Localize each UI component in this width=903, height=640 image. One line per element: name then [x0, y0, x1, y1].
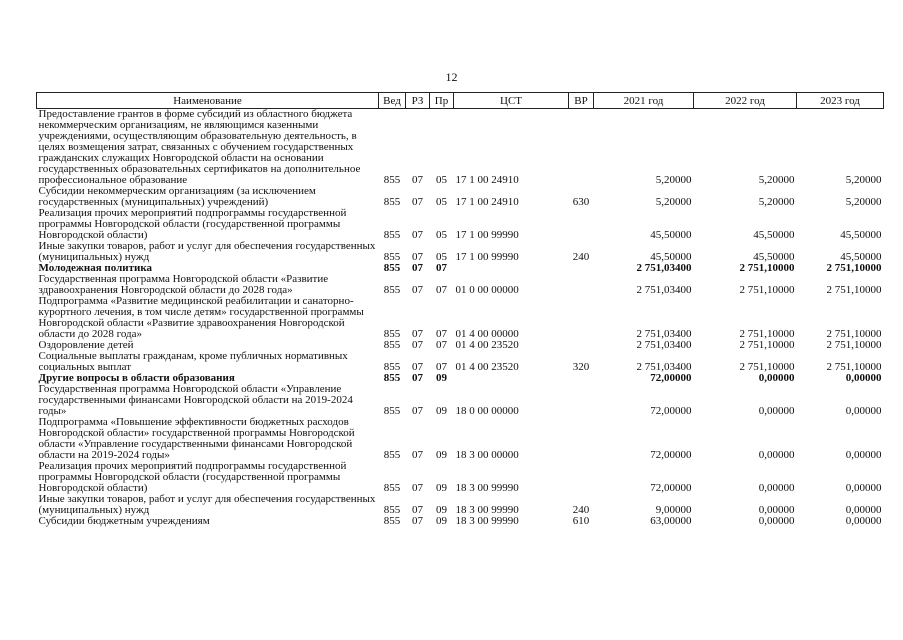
cell-ved: 855: [383, 482, 401, 494]
cell-pr: 09: [436, 504, 447, 516]
cell-ved: 855: [383, 251, 401, 263]
cell-pr: 07: [436, 339, 447, 351]
cell-name: Субсидии некоммерческим организациям (за исключением государственных (муниципальных) учреждений): [38, 185, 316, 208]
table-row: [37, 384, 884, 417]
cell-2023: 0,00000: [845, 515, 882, 527]
cell-rz: 07: [412, 229, 423, 241]
cell-vr: [569, 109, 594, 187]
cell-name: Оздоровление детей: [38, 339, 134, 351]
cell-2022: 0,00000: [758, 372, 795, 384]
cell-pr: 09: [436, 405, 447, 417]
cell-name: Социальные выплаты гражданам, кроме публичных нормативных социальных выплат: [38, 350, 348, 373]
cell-2022: 2 751,10000: [739, 262, 795, 274]
cell-rz: 07: [412, 262, 423, 274]
cell-2021: 5,20000: [655, 174, 692, 186]
cell-2023: 0,00000: [845, 449, 882, 461]
cell-name: Реализация прочих мероприятий подпрограммы государственной программы Новгородской области (государственной программы Новгородской области): [38, 460, 347, 494]
cell-cst: 18 3 00 00000: [455, 449, 519, 461]
cell-cst: [454, 373, 569, 384]
cell-vr: [569, 296, 594, 340]
cell-2021: 9,00000: [655, 504, 692, 516]
cell-2022: 0,00000: [758, 482, 795, 494]
table-row: [37, 494, 884, 516]
cell-name: Иные закупки товаров, работ и услуг для обеспечения государственных (муниципальных) нужд: [38, 240, 376, 263]
cell-2021: 72,00000: [650, 482, 692, 494]
cell-cst: 18 3 00 99990: [455, 515, 519, 527]
cell-2023: 0,00000: [845, 405, 882, 417]
cell-rz: 07: [412, 339, 423, 351]
cell-2021: 72,00000: [650, 449, 692, 461]
header-rz: РЗ: [406, 93, 430, 109]
cell-2021: 2 751,03400: [636, 262, 692, 274]
cell-rz: 07: [412, 251, 423, 263]
cell-2023: 45,50000: [840, 251, 882, 263]
cell-2022: 45,50000: [753, 229, 795, 241]
table-row: [37, 461, 884, 494]
header-pr: Пр: [430, 93, 454, 109]
cell-2022: 5,20000: [758, 174, 795, 186]
cell-vr: [569, 274, 594, 296]
cell-2023: 2 751,10000: [826, 361, 882, 373]
cell-rz: 07: [412, 405, 423, 417]
cell-2021: 2 751,03400: [636, 339, 692, 351]
cell-ved: 855: [383, 229, 401, 241]
cell-2021: 63,00000: [650, 515, 692, 527]
cell-cst: 17 1 00 24910: [455, 196, 519, 208]
cell-vr: 240: [572, 251, 590, 263]
cell-ved: 855: [383, 174, 401, 186]
header-2021: 2021 год: [594, 93, 694, 109]
cell-cst: 01 0 00 00000: [455, 284, 519, 296]
cell-name: Предоставление грантов в форме субсидий из областного бюджета некоммерческим организациям, не являющимся казенными учреждениями, осуществляющим образовательную деятельность, в целях возмещения затрат, связанных с обучением государственных гражданских служащих Новгородской области на основании государственных образовательных сертификатов на дополнительное профессиональное образование: [38, 108, 361, 186]
cell-2022: 5,20000: [758, 196, 795, 208]
cell-ved: 855: [383, 361, 401, 373]
table-row: [37, 516, 884, 527]
cell-vr: [569, 263, 594, 274]
table-header-row: [37, 93, 884, 109]
cell-2021: 2 751,03400: [636, 361, 692, 373]
header-2022: 2022 год: [694, 93, 797, 109]
cell-2022: 0,00000: [758, 504, 795, 516]
cell-name: Субсидии бюджетным учреждениям: [38, 515, 210, 527]
cell-name: Реализация прочих мероприятий подпрограммы государственной программы Новгородской области (государственной программы Новгородской области): [38, 207, 347, 241]
table-row: [37, 186, 884, 208]
cell-pr: 05: [436, 229, 447, 241]
cell-2023: 5,20000: [845, 196, 882, 208]
table-row: [37, 417, 884, 461]
cell-2021: 72,00000: [650, 405, 692, 417]
cell-vr: [569, 208, 594, 241]
cell-rz: 07: [412, 328, 423, 340]
cell-name: Подпрограмма «Развитие медицинской реабилитации и санаторно-курортного лечения, в том числе детям» государственной программы Новгородской области «Развитие здравоохранения Новгородской области до 2028 года»: [38, 295, 364, 340]
cell-2022: 45,50000: [753, 251, 795, 263]
cell-pr: 07: [436, 262, 447, 274]
cell-ved: 855: [383, 504, 401, 516]
cell-pr: 05: [436, 174, 447, 186]
cell-cst: [454, 263, 569, 274]
cell-rz: 07: [412, 449, 423, 461]
cell-vr: [569, 340, 594, 351]
cell-2021: 2 751,03400: [636, 328, 692, 340]
cell-pr: 07: [436, 361, 447, 373]
cell-name: Государственная программа Новгородской области «Управление государственными финансами Новгородской области на 2019-2024 годы»: [38, 383, 353, 417]
cell-2022: 0,00000: [758, 405, 795, 417]
cell-name: Государственная программа Новгородской области «Развитие здравоохранения Новгородской области до 2028 года»: [38, 273, 329, 296]
cell-cst: 17 1 00 99990: [455, 251, 519, 263]
cell-cst: 18 3 00 99990: [455, 482, 519, 494]
cell-2023: 5,20000: [845, 174, 882, 186]
cell-pr: 05: [436, 251, 447, 263]
cell-pr: 09: [436, 515, 447, 527]
cell-2022: 0,00000: [758, 515, 795, 527]
cell-rz: 07: [412, 482, 423, 494]
cell-2022: 2 751,10000: [739, 361, 795, 373]
cell-pr: 07: [436, 328, 447, 340]
header-vr: ВР: [569, 93, 594, 109]
cell-2023: 0,00000: [845, 372, 882, 384]
cell-2023: 0,00000: [845, 482, 882, 494]
cell-cst: 01 4 00 23520: [455, 361, 519, 373]
cell-cst: 18 0 00 00000: [455, 405, 519, 417]
cell-vr: [569, 461, 594, 494]
budget-table: [36, 92, 884, 527]
cell-vr: [569, 384, 594, 417]
cell-ved: 855: [383, 515, 401, 527]
cell-rz: 07: [412, 372, 423, 384]
cell-ved: 855: [383, 405, 401, 417]
table-row: [37, 241, 884, 263]
cell-2021: 72,00000: [650, 372, 692, 384]
table-row: [37, 351, 884, 373]
cell-vr: 320: [572, 361, 590, 373]
header-ved: Вед: [379, 93, 406, 109]
cell-name: Молодежная политика: [38, 262, 153, 274]
header-name: Наименование: [37, 93, 379, 109]
cell-ved: 855: [383, 339, 401, 351]
page-number: 12: [445, 70, 458, 84]
table-row: [37, 208, 884, 241]
cell-pr: 09: [436, 449, 447, 461]
cell-rz: 07: [412, 361, 423, 373]
cell-vr: 240: [572, 504, 590, 516]
cell-2021: 45,50000: [650, 229, 692, 241]
header-2023: 2023 год: [797, 93, 884, 109]
cell-rz: 07: [412, 196, 423, 208]
cell-cst: 01 4 00 23520: [455, 339, 519, 351]
table-row: [37, 274, 884, 296]
cell-name: Другие вопросы в области образования: [38, 372, 235, 384]
table-row: [37, 109, 884, 187]
cell-cst: 18 3 00 99990: [455, 504, 519, 516]
cell-pr: 05: [436, 196, 447, 208]
cell-ved: 855: [383, 196, 401, 208]
cell-2023: 2 751,10000: [826, 262, 882, 274]
cell-pr: 07: [436, 284, 447, 296]
cell-rz: 07: [412, 504, 423, 516]
cell-ved: 855: [383, 328, 401, 340]
cell-ved: 855: [383, 372, 401, 384]
table-body: [37, 109, 884, 528]
cell-vr: [569, 373, 594, 384]
cell-ved: 855: [383, 449, 401, 461]
cell-name: Иные закупки товаров, работ и услуг для обеспечения государственных (муниципальных) нужд: [38, 493, 376, 516]
cell-2021: 5,20000: [655, 196, 692, 208]
cell-2022: 2 751,10000: [739, 284, 795, 296]
cell-rz: 07: [412, 515, 423, 527]
cell-vr: [569, 417, 594, 461]
cell-pr: 09: [436, 372, 447, 384]
cell-2022: 2 751,10000: [739, 328, 795, 340]
cell-rz: 07: [412, 284, 423, 296]
cell-2023: 2 751,10000: [826, 339, 882, 351]
cell-2021: 2 751,03400: [636, 284, 692, 296]
cell-2023: 2 751,10000: [826, 328, 882, 340]
cell-ved: 855: [383, 284, 401, 296]
cell-2022: 0,00000: [758, 449, 795, 461]
cell-rz: 07: [412, 174, 423, 186]
table-row: [37, 296, 884, 340]
cell-2023: 45,50000: [840, 229, 882, 241]
cell-vr: 610: [572, 515, 590, 527]
cell-2023: 0,00000: [845, 504, 882, 516]
cell-ved: 855: [383, 262, 401, 274]
cell-2022: 2 751,10000: [739, 339, 795, 351]
cell-2023: 2 751,10000: [826, 284, 882, 296]
header-cst: ЦСТ: [454, 93, 569, 109]
cell-cst: 01 4 00 00000: [455, 328, 519, 340]
cell-2021: 45,50000: [650, 251, 692, 263]
cell-name: Подпрограмма «Повышение эффективности бюджетных расходов Новгородской области» государственной программы Новгородской области «Управление государственными финансами Новгородской области на 2019-2024 годы»: [38, 416, 355, 461]
cell-vr: 630: [572, 196, 590, 208]
cell-cst: 17 1 00 24910: [455, 174, 519, 186]
cell-pr: 09: [436, 482, 447, 494]
cell-cst: 17 1 00 99990: [455, 229, 519, 241]
